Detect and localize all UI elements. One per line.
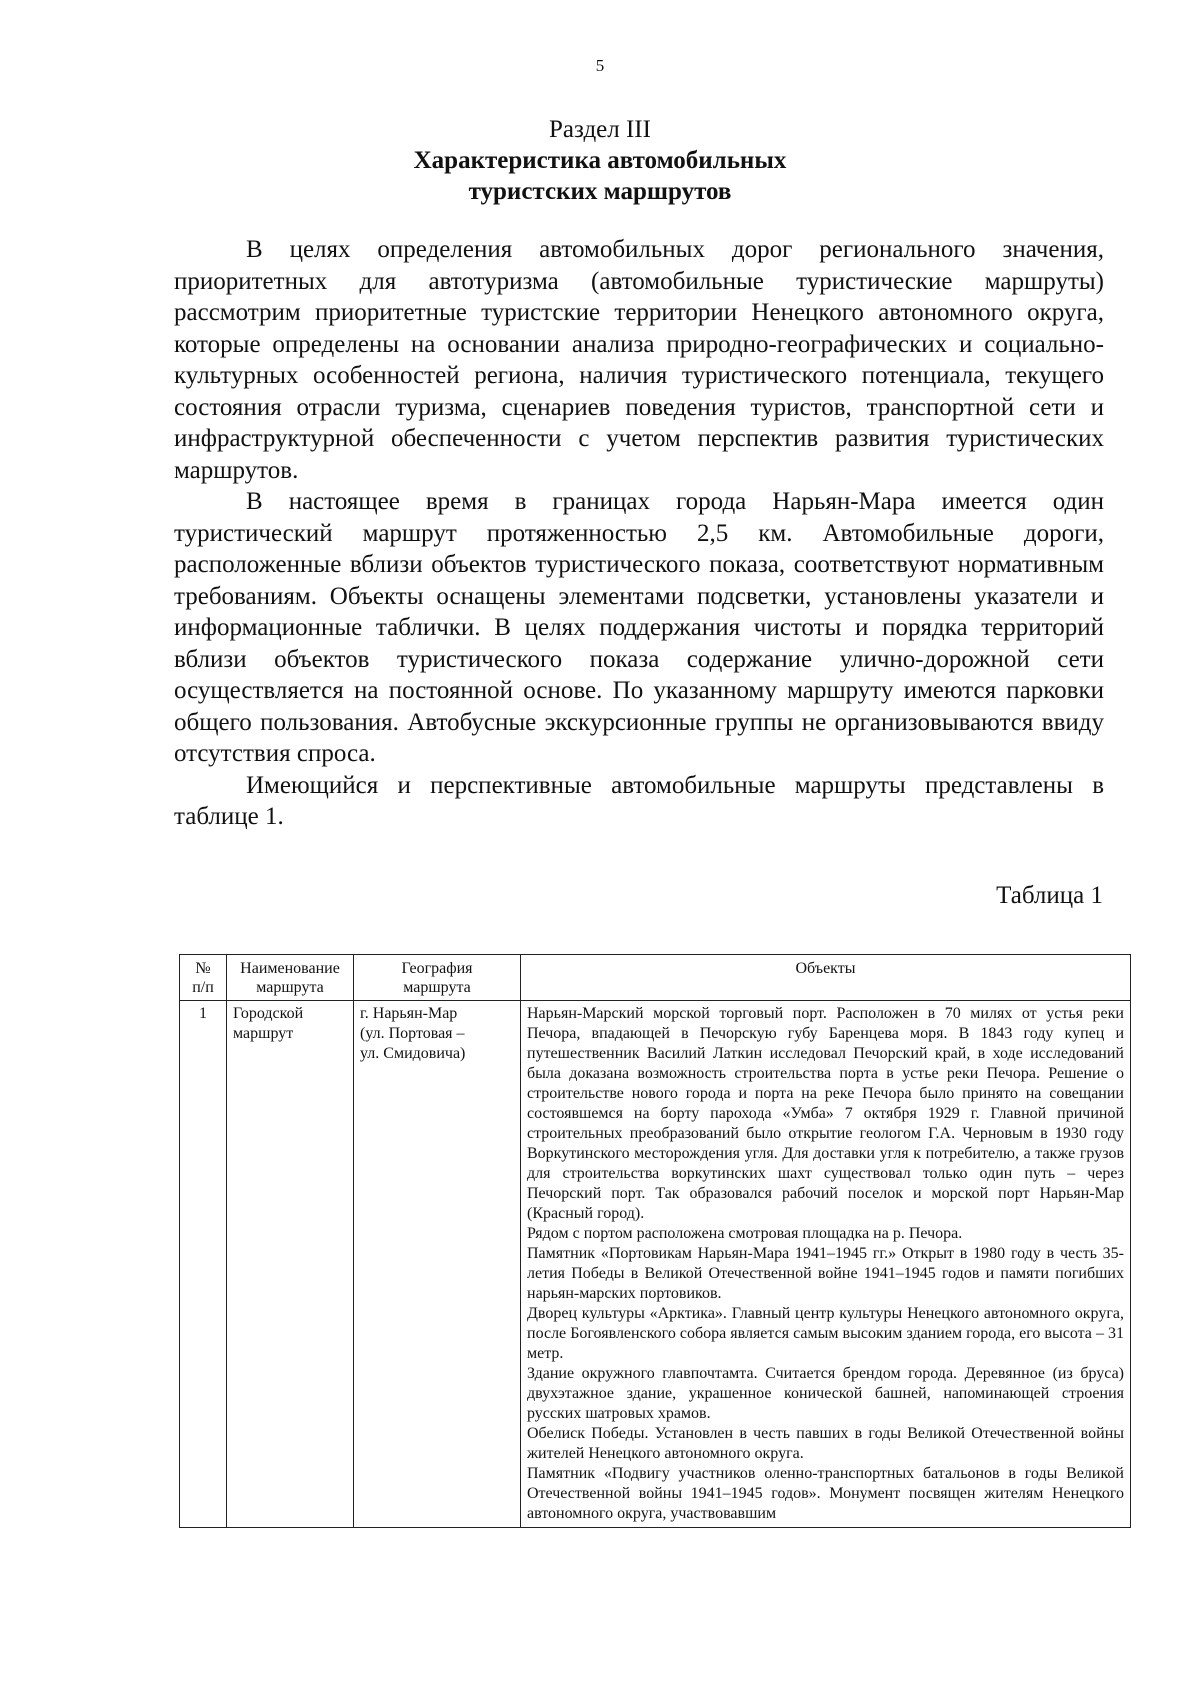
object-description: Памятник «Портовикам Нарьян-Мара 1941–1945 гг.» Открыт в 1980 году в честь 35-летия Победы в Великой Отечественной войне 1941–1945 годов и памяти погибших нарьян-марских портовиков. — [527, 1245, 1124, 1302]
route-geography-line: (ул. Портовая – — [360, 1025, 465, 1042]
section-title-line-2: туристских маршрутов — [468, 178, 732, 205]
row-route-name — [227, 1001, 354, 1528]
table-row — [180, 1001, 1131, 1528]
section-label: Раздел III — [549, 116, 651, 143]
header-number — [180, 955, 227, 1001]
body-paragraph: В настоящее время в границах города Нарьян-Мара имеется один туристический маршрут протяженностью 2,5 км. Автомобильные дороги, расположенные вблизи объектов туристического показа, соответствуют нормативным требованиям. Объекты оснащены элементами подсветки, установлены указатели и информационные таблички. В целях поддержания чистоты и порядка территорий вблизи объектов туристического показа содержание улично-дорожной сети осуществляется на постоянной основе. По указанному маршруту имеются парковки общего пользования. Автобусные экскурсионные группы не организовываются ввиду отсутствия спроса. — [174, 488, 1104, 767]
object-description: Рядом с портом расположена смотровая площадка на р. Печора. — [527, 1225, 963, 1242]
header-number-line: п/п — [192, 979, 214, 996]
object-description: Дворец культуры «Арктика». Главный центр культуры Ненецкого автономного округа, после Богоявленского собора является самым высоким зданием города, его высота – 31 метр. — [527, 1305, 1124, 1362]
object-description: Здание окружного главпочтамта. Считается брендом города. Деревянное (из бруса) двухэтажное здание, украшенное конической башней, напоминающей строения русских шатровых храмов. — [527, 1365, 1124, 1422]
route-geography-line: г. Нарьян-Мар — [360, 1005, 458, 1022]
route-name-line: Городской — [233, 1005, 304, 1022]
routes-table — [179, 954, 1131, 1528]
page-number: 5 — [595, 56, 605, 75]
header-objects: Объекты — [521, 955, 1131, 1001]
header-route-geography-line: маршрута — [403, 979, 471, 996]
table-caption: Таблица 1 — [996, 882, 1103, 909]
route-geography-line: ул. Смидовича) — [360, 1045, 466, 1062]
row-number: 1 — [180, 1001, 227, 1528]
header-route-name — [227, 955, 354, 1001]
row-route-geography — [354, 1001, 521, 1528]
body-text — [174, 234, 1104, 833]
section-heading — [0, 114, 1200, 207]
table-header-row — [180, 955, 1131, 1001]
header-route-geography-line: География — [401, 960, 473, 977]
row-objects — [521, 1001, 1131, 1528]
object-description: Нарьян-Марский морской торговый порт. Расположен в 70 милях от устья реки Печора, впадающей в Печорскую губу Баренцева моря. В 1843 году купец и путешественник Василий Латкин исследовал Печорский край, в ходе исследований была доказана возможность строительства порта в устье реки Печора. Решение о строительстве нового города и порта на реке Печора было принято на совещании состоявшемся на борту парохода «Умба» 7 октября 1929 г. Главной причиной строительных преобразований было открытие геологом Г.А. Черновым в 1930 году Воркутинского месторождения угля. Для доставки угля к потребителю, а также грузов для строительства воркутинских шахт существовал только один путь – через Печорский порт. Так образовался рабочий поселок и морской порт Нарьян-Мар (Красный город). — [527, 1005, 1124, 1222]
body-paragraph: Имеющийся и перспективные автомобильные маршруты представлены в таблице 1. — [174, 771, 1104, 830]
header-route-name-line: маршрута — [256, 979, 324, 996]
header-route-name-line: Наименование — [240, 960, 340, 977]
object-description: Памятник «Подвигу участников оленно-транспортных батальонов в годы Великой Отечественной войны 1941–1945 годов». Монумент посвящен жителям Ненецкого автономного округа, участвовавшим — [527, 1465, 1124, 1522]
route-name-line: маршрут — [233, 1025, 294, 1042]
body-paragraph: В целях определения автомобильных дорог регионального значения, приоритетных для автотуризма (автомобильные туристические маршруты) рассмотрим приоритетные туристские территории Ненецкого автономного округа, которые определены на основании анализа природно-географических и социально-культурных особенностей региона, наличия туристического потенциала, текущего состояния отрасли туризма, сценариев поведения туристов, транспортной сети и инфраструктурной обеспеченности с учетом перспектив развития туристических маршрутов. — [174, 236, 1104, 484]
section-title-line-1: Характеристика автомобильных — [413, 147, 787, 174]
header-route-geography — [354, 955, 521, 1001]
header-number-line: № — [195, 960, 211, 977]
object-description: Обелиск Победы. Установлен в честь павших в годы Великой Отечественной войны жителей Ненецкого автономного округа. — [527, 1425, 1124, 1462]
